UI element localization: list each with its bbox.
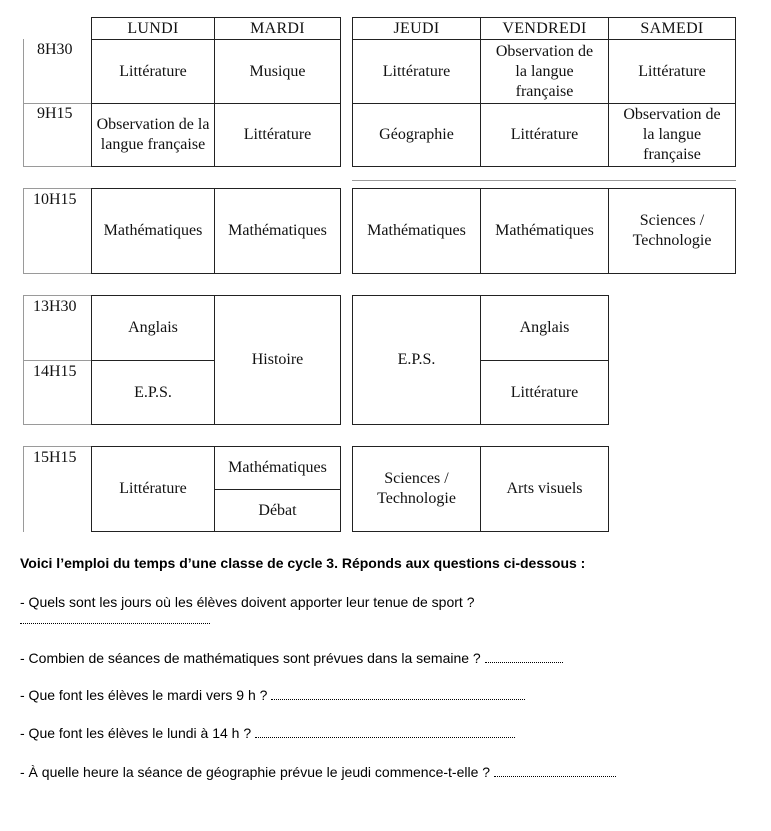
answer-line-1[interactable] [20, 611, 210, 624]
slot-thursday-afternoon: E.P.S. [352, 295, 481, 425]
slot-tuesday-afternoon: Histoire [214, 295, 341, 425]
slot-tuesday-0830: Musique [214, 39, 341, 104]
slot-thursday-1015: Mathématiques [352, 188, 481, 274]
question-text: - Combien de séances de mathématiques sont prévues dans la semaine ? [20, 650, 481, 666]
slot-monday-1515: Littérature [91, 446, 215, 532]
slot-tuesday-1015: Mathématiques [214, 188, 341, 274]
time-column-line [23, 446, 24, 532]
time-0915: 9H15 [37, 105, 73, 122]
slot-friday-1015: Mathématiques [480, 188, 609, 274]
question-3 [20, 687, 525, 703]
slot-friday-0915: Littérature [480, 103, 609, 167]
answer-line-3[interactable] [271, 687, 525, 700]
time-1415: 14H15 [33, 363, 77, 380]
exercise-intro: Voici l’emploi du temps d’une classe de cycle 3. Réponds aux questions ci-dessous : [20, 555, 586, 571]
question-5 [20, 764, 616, 780]
header-monday [91, 17, 215, 40]
slot-thursday-0830: Littérature [352, 39, 481, 104]
question-2 [20, 650, 563, 666]
header-thursday [352, 17, 481, 40]
header-saturday [608, 17, 736, 40]
time-separator [23, 424, 91, 425]
time-0830: 8H30 [37, 41, 73, 58]
day-label: MARDI [250, 19, 305, 37]
answer-line-4[interactable] [255, 725, 515, 738]
slot-tuesday-1600: Débat [214, 489, 341, 532]
time-separator [23, 446, 91, 447]
time-1515: 15H15 [33, 449, 77, 466]
slot-saturday-1015: Sciences / Technologie [608, 188, 736, 274]
day-label: LUNDI [127, 19, 179, 37]
day-label: VENDREDI [502, 19, 587, 37]
slot-thursday-1515: Sciences / Technologie [352, 446, 481, 532]
header-friday [480, 17, 609, 40]
time-separator [23, 273, 91, 274]
time-separator [23, 295, 91, 296]
slot-thursday-0915: Géographie [352, 103, 481, 167]
slot-saturday-0830: Littérature [608, 39, 736, 104]
slot-monday-1415: E.P.S. [91, 360, 215, 425]
slot-tuesday-0915: Littérature [214, 103, 341, 167]
header-tuesday [214, 17, 341, 40]
slot-saturday-0915: Observation de la langue française [608, 103, 736, 167]
slot-monday-1330: Anglais [91, 295, 215, 361]
answer-line-2[interactable] [485, 650, 563, 663]
question-text: - À quelle heure la séance de géographie prévue le jeudi commence-t-elle ? [20, 764, 491, 780]
slot-monday-0830: Littérature [91, 39, 215, 104]
question-1 [20, 594, 474, 610]
time-separator [23, 188, 91, 189]
time-1330: 13H30 [33, 298, 77, 315]
time-separator [23, 103, 91, 104]
time-1015: 10H15 [33, 191, 77, 208]
slot-monday-1015: Mathématiques [91, 188, 215, 274]
slot-monday-0915: Observation de la langue française [91, 103, 215, 167]
slot-friday-1330: Anglais [480, 295, 609, 361]
slot-tuesday-1515: Mathématiques [214, 446, 341, 490]
slot-friday-1415: Littérature [480, 360, 609, 425]
question-text: - Que font les élèves le lundi à 14 h ? [20, 725, 252, 741]
day-label: JEUDI [393, 19, 440, 37]
slot-friday-0830: Observation de la langue française [480, 39, 609, 104]
day-label: SAMEDI [640, 19, 704, 37]
slot-friday-1515: Arts visuels [480, 446, 609, 532]
answer-line-5[interactable] [494, 764, 616, 777]
block-separator [352, 180, 736, 181]
time-column-line [23, 188, 24, 274]
question-4 [20, 725, 515, 741]
question-text: - Que font les élèves le mardi vers 9 h ? [20, 687, 268, 703]
question-text: - Quels sont les jours où les élèves doivent apporter leur tenue de sport ? [20, 594, 475, 610]
time-separator [23, 166, 91, 167]
time-separator [23, 360, 91, 361]
